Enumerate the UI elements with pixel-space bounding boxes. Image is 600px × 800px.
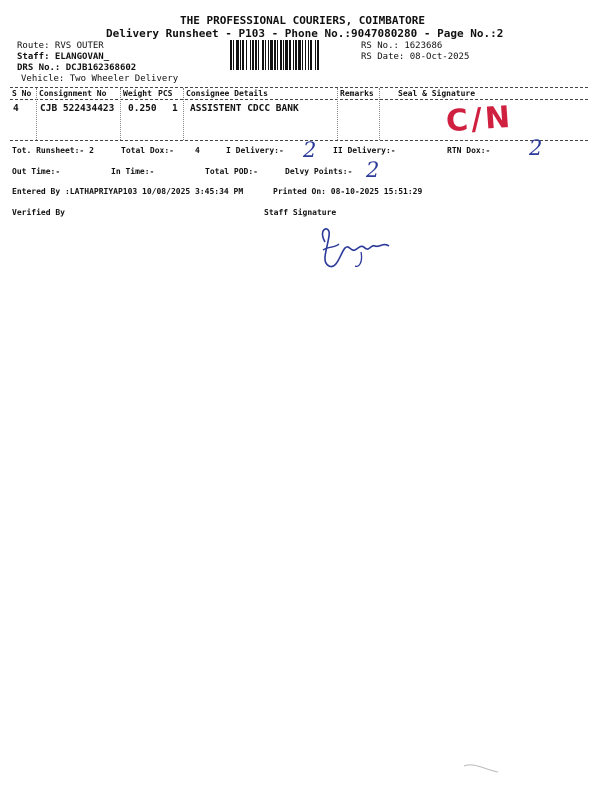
col-divider (120, 88, 121, 140)
ii-delivery-label: II Delivery:- (333, 146, 396, 155)
rtn-dox-value: 2 (529, 136, 543, 160)
col-divider (183, 88, 184, 140)
company-title: THE PROFESSIONAL COURIERS, COIMBATORE (180, 14, 426, 27)
i-delivery-label: I Delivery:- (226, 146, 284, 155)
row-sno: 4 (13, 103, 19, 114)
table-bottom-rule (10, 140, 588, 141)
col-divider (337, 88, 338, 140)
drs-number: DRS No.: DCJB162368602 (17, 63, 137, 73)
rtn-dox-label: RTN Dox:- (447, 146, 491, 155)
out-time-label: Out Time:- (12, 167, 61, 176)
printed-on: Printed On: 08-10-2025 15:51:29 (273, 187, 423, 196)
col-header-remarks: Remarks (340, 89, 374, 98)
in-time-label: In Time:- (111, 167, 155, 176)
vehicle: Vehicle: Two Wheeler Delivery (21, 74, 179, 84)
delvy-points-label: Delvy Points:- (285, 167, 353, 176)
seal-handwritten: C/N (444, 99, 515, 140)
total-pod-label: Total POD:- (205, 167, 258, 176)
col-header-pcs: PCS (158, 89, 173, 98)
row-consignee: ASSISTENT CDCC BANK (190, 103, 299, 114)
tot-runsheet: Tot. Runsheet:- 2 (12, 146, 94, 155)
rs-date: RS Date: 08-Oct-2025 (361, 52, 470, 62)
runsheet-title: Delivery Runsheet - P103 - Phone No.:9047080280 - Page No.:2 (106, 27, 504, 40)
col-header-sno: S No (12, 89, 32, 98)
barcode (230, 40, 358, 70)
faint-mark (462, 760, 502, 776)
col-divider (36, 88, 37, 140)
total-dox-value: 4 (195, 146, 200, 155)
staff-signature-mark (315, 222, 395, 274)
staff-signature-label: Staff Signature (264, 208, 337, 217)
table-top-rule (10, 87, 588, 88)
staff: Staff: ELANGOVAN_ (17, 52, 110, 62)
col-header-consignee: Consignee Details (186, 89, 268, 98)
entered-by: Entered By :LATHAPRIYAP103 10/08/2025 3:45:34 PM (12, 187, 244, 196)
rs-number: RS No.: 1623686 (361, 41, 443, 51)
col-header-seal: Seal & Signature (398, 89, 476, 98)
i-delivery-value: 2 (303, 138, 317, 162)
verified-by-label: Verified By (12, 208, 65, 217)
col-header-consignment: Consignment No (39, 89, 107, 98)
total-dox-label: Total Dox:- (121, 146, 174, 155)
delvy-points-value: 2 (366, 158, 380, 182)
row-consignment: CJB 522434423 (40, 103, 115, 114)
route: Route: RVS OUTER (17, 41, 104, 51)
col-header-weight: Weight (123, 89, 152, 98)
row-pcs: 1 (172, 103, 178, 114)
row-weight: 0.250 (128, 103, 157, 114)
col-divider (379, 88, 380, 140)
